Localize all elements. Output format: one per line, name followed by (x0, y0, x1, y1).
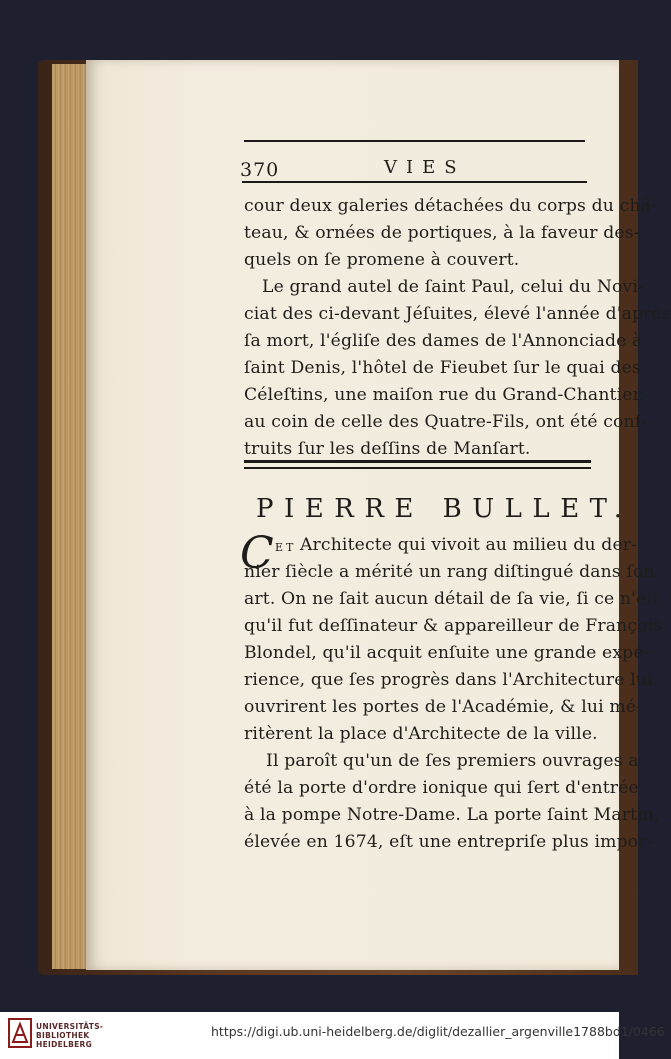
text-line: élevée en 1674, eſt une entrepriſe plus impor- (244, 832, 653, 852)
text-line: Architecte qui vivoit au milieu du der- (300, 535, 638, 555)
section-rule-top (244, 460, 591, 463)
text-line: au coin de celle des Quatre-Fils, ont été conſ- (244, 412, 648, 432)
source-url-link[interactable]: https://digi.ub.uni-heidelberg.de/diglit/dezallier_argenville1788bd1/0466 (211, 1024, 665, 1039)
text-line: ouvrirent les portes de l'Académie, & lui mé- (244, 697, 643, 717)
section-rule-bottom (244, 467, 591, 469)
running-title: VIES (384, 157, 466, 178)
text-line: quels on ſe promene à couvert. (244, 250, 520, 270)
text-line: nier ſiècle a mérité un rang diſtingué dans ſon (244, 562, 655, 582)
text-line: à la pompe Notre-Dame. La porte ſaint Martin, (244, 805, 660, 825)
text-line: été la porte d'ordre ionique qui ſert d'entrée (244, 778, 639, 798)
university-logo-icon[interactable] (8, 1018, 32, 1048)
header-rule-top (244, 140, 585, 142)
section-title: PIERRE BULLET. (256, 494, 633, 524)
text-line: teau, & ornées de portiques, à la faveur des- (244, 223, 640, 243)
page-number: 370 (240, 159, 280, 181)
library-name-line: UNIVERSITÄTS- (36, 1022, 104, 1031)
text-line: Le grand autel de ſaint Paul, celui du Novi- (262, 277, 644, 297)
text-line: ſa mort, l'égliſe des dames de l'Annonciade à (244, 331, 643, 351)
text-line: cour deux galeries détachées du corps du châ- (244, 196, 657, 216)
text-line: qu'il fut deſſinateur & appareilleur de François (244, 616, 663, 636)
text-line: Céleſtins, une maiſon rue du Grand-Chantier, (244, 385, 645, 405)
header-rule-bottom (242, 181, 587, 183)
library-name-line: BIBLIOTHEK (36, 1031, 90, 1040)
text-line: truits ſur les deſſins de Manſart. (244, 439, 531, 459)
text-line: ſaint Denis, l'hôtel de Fieubet ſur le quai des (244, 358, 641, 378)
text-line: Il paroît qu'un de ſes premiers ouvrages a (266, 751, 639, 771)
small-caps: ET (275, 541, 297, 554)
text-line: rience, que ſes progrès dans l'Architecture lui (244, 670, 653, 690)
drop-cap: C (240, 528, 274, 579)
text-line: ritèrent la place d'Architecte de la ville. (244, 724, 598, 744)
text-line: Blondel, qu'il acquit enſuite une grande expé- (244, 643, 650, 663)
library-name (36, 1022, 103, 1049)
library-name-line: HEIDELBERG (36, 1040, 93, 1049)
text-line: art. On ne ſait aucun détail de ſa vie, ſi ce n'eſt (244, 589, 660, 609)
text-line: ciat des ci-devant Jéſuites, élevé l'année d'après (244, 304, 671, 324)
